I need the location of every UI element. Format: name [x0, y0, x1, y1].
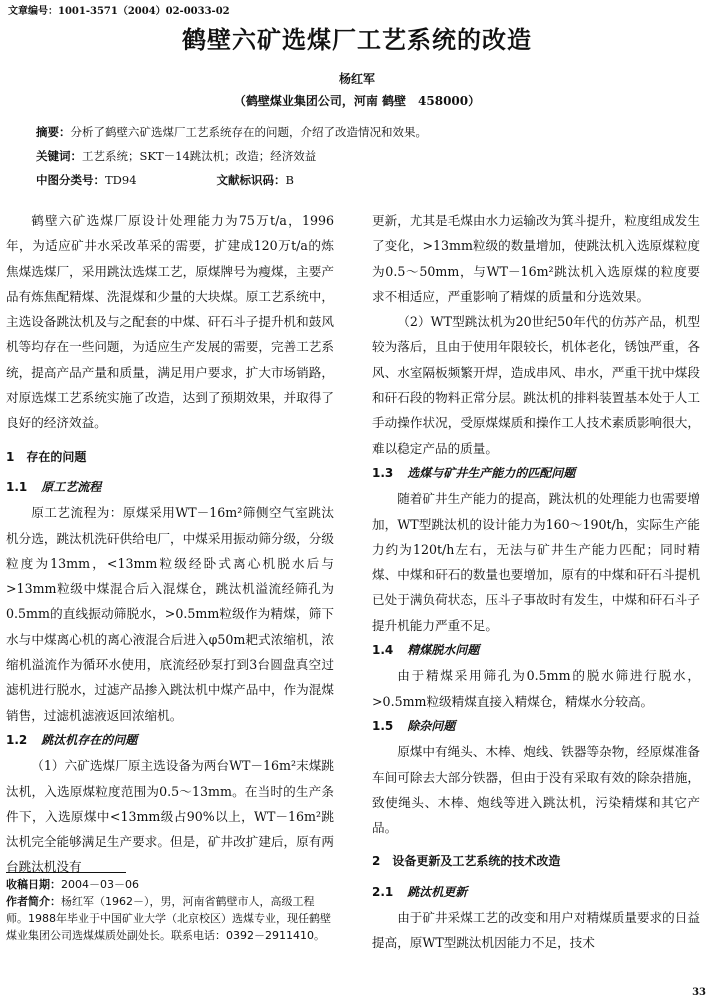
- paragraph-1-1: 原工艺流程为：原煤采用WT－16m²筛侧空气室跳汰机分选，跳汰机洗矸供给电厂，中煤采用振动筛分级，分级粒度为13mm，<13mm粒级经卧式离心机脱水后与>13mm粒级中煤混合后入混煤仓，跳汰机溢流经筛孔为0.5mm的直线振动筛脱水，>0.5mm粒级作为精煤，筛下水与中煤离心机的离心液混合后进入φ50m耙式浓缩机，浓缩机溢流作为循环水使用，底流经砂泵打到3台圆盘真空过滤机进行脱水，过滤产品掺入跳汰机中煤产品中，作为混煤销售，过滤机滤液返回浓缩机。: [6, 505, 334, 723]
- abstract-text: 分析了鹤壁六矿选煤厂工艺系统存在的问题，介绍了改造情况和效果。: [70, 125, 427, 139]
- section-2-1-heading: 2.1 跳汰机更新: [372, 884, 468, 899]
- paragraph-1-3: 随着矿井生产能力的提高，跳汰机的处理能力也需要增加，WT型跳汰机的设计能力为160～190t/h，实际生产能力约为120t/h左右，无法与矿井生产能力匹配；同时精煤、中煤和矸石的数量也要增加，原有的中煤和矸石斗提机已处于满负荷状态，压斗子事故时有发生，中煤和矸石斗子提升机能力严重不足。: [372, 491, 700, 633]
- section-1-1-heading: 1.1 原工艺流程: [6, 479, 102, 494]
- abstract: [36, 124, 427, 140]
- intro-paragraph: 鹤壁六矿选煤厂原设计处理能力为75万t/a，1996年，为适应矿井水采改革采的需要，扩建成120万t/a的炼焦煤选煤厂，采用跳汰选煤工艺，原煤牌号为瘦煤，主要产品有炼焦配精煤、洗混煤和少量的大块煤。原工艺系统中，主选设备跳汰机及与之配套的中煤、矸石斗子提升机和鼓风机等均存在一些问题，为适应生产发展的需要，完善工艺系统，提高产品产量和质量，满足用户要求，扩大市场销路，对原选煤工艺系统实施了改造，达到了预期效果，并取得了良好的经济效益。: [6, 213, 334, 431]
- article-number: [8, 2, 230, 17]
- paragraph-1-2-part-2: （2）WT型跳汰机为20世纪50年代的仿苏产品，机型较为落后，且由于使用年限较长，机体老化，锈蚀严重，各风、水室隔板频繁开焊，造成串风、串水，严重干扰中煤段和矸石段的物料正常分层。跳汰机的排料装置基本处于人工手动操作状况，受原煤煤质和操作工人技术素质影响很大，难以稳定产品的质量。: [372, 314, 700, 456]
- keywords-text: 工艺系统；SKT－14跳汰机；改造；经济效益: [82, 149, 317, 163]
- page-number: 33: [692, 987, 706, 998]
- section-1-3-heading: 1.3 选煤与矿井生产能力的匹配问题: [372, 465, 576, 480]
- received-date: 收稿日期：2004－03－06: [6, 878, 139, 891]
- keywords-label: 关键词：: [36, 149, 82, 163]
- article-number-label: 文章编号：: [8, 6, 58, 17]
- right-column: [372, 208, 700, 956]
- paper-title: 鹤壁六矿选煤厂工艺系统的改造: [182, 25, 532, 54]
- article-number-value: 1001-3571（2004）02-0033-02: [58, 6, 230, 17]
- section-2-heading: 2 设备更新及工艺系统的技术改造: [372, 854, 561, 869]
- left-column: [6, 208, 334, 880]
- author: 杨红军: [338, 72, 375, 86]
- doc-code-value: B: [285, 173, 294, 187]
- section-1-5-heading: 1.5 除杂问题: [372, 718, 456, 733]
- section-1-heading: 1 存在的问题: [6, 449, 87, 464]
- clc-label: 中图分类号：: [36, 173, 105, 187]
- paragraph-1-4: 由于精煤采用筛孔为0.5mm的脱水筛进行脱水，>0.5mm粒级精煤直接入精煤仓，精煤水分较高。: [372, 668, 700, 709]
- doc-code-label: 文献标识码：: [216, 173, 286, 187]
- author-bio: 作者简介：杨红军（1962－），男，河南省鹤壁市人，高级工程师。1988年毕业于中国矿业大学（北京校区）选煤专业，现任鹤壁煤业集团公司选煤煤质处副处长。联系电话：0392－2911410。: [6, 895, 331, 942]
- paragraph-1-2-part-1-continued: 更新，尤其是毛煤由水力运输改为箕斗提升，粒度组成发生了变化，>13mm粒级的数量增加，使跳汰机入选原煤粒度为0.5～50mm，与WT－16m²跳汰机入选原煤的粒度要求不相适应，严重影响了精煤的质量和分选效果。: [372, 213, 700, 304]
- affiliation: （鹤壁煤业集团公司，河南 鹤壁 458000）: [233, 94, 481, 108]
- section-1-2-heading: 1.2 跳汰机存在的问题: [6, 732, 138, 747]
- paragraph-2-1: 由于矿井采煤工艺的改变和用户对精煤质量要求的日益提高，原WT型跳汰机因能力不足，技术: [372, 910, 700, 951]
- keywords: [36, 148, 316, 164]
- section-1-4-heading: 1.4 精煤脱水问题: [372, 643, 480, 658]
- clc-value: TD94: [105, 173, 137, 187]
- classification: [36, 172, 294, 188]
- abstract-label: 摘要：: [36, 125, 71, 139]
- paragraph-1-2-part-1: （1）六矿选煤厂原主选设备为两台WT－16m²末煤跳汰机，入选原煤粒度范围为0.5～13mm。在当时的生产条件下，入选原煤中<13mm级占90%以上，WT－16m²跳汰机完全能够满足生产要求。但是，矿井改扩建后，原有两台跳汰机没有: [6, 758, 334, 875]
- footnote: [6, 876, 336, 944]
- footnote-divider: [6, 872, 126, 873]
- paragraph-1-5: 原煤中有绳头、木棒、炮线、铁器等杂物，经原煤准备车间可除去大部分铁器，但由于没有采取有效的除杂措施，致使绳头、木棒、炮线等进入跳汰机，污染精煤和其它产品。: [372, 744, 700, 836]
